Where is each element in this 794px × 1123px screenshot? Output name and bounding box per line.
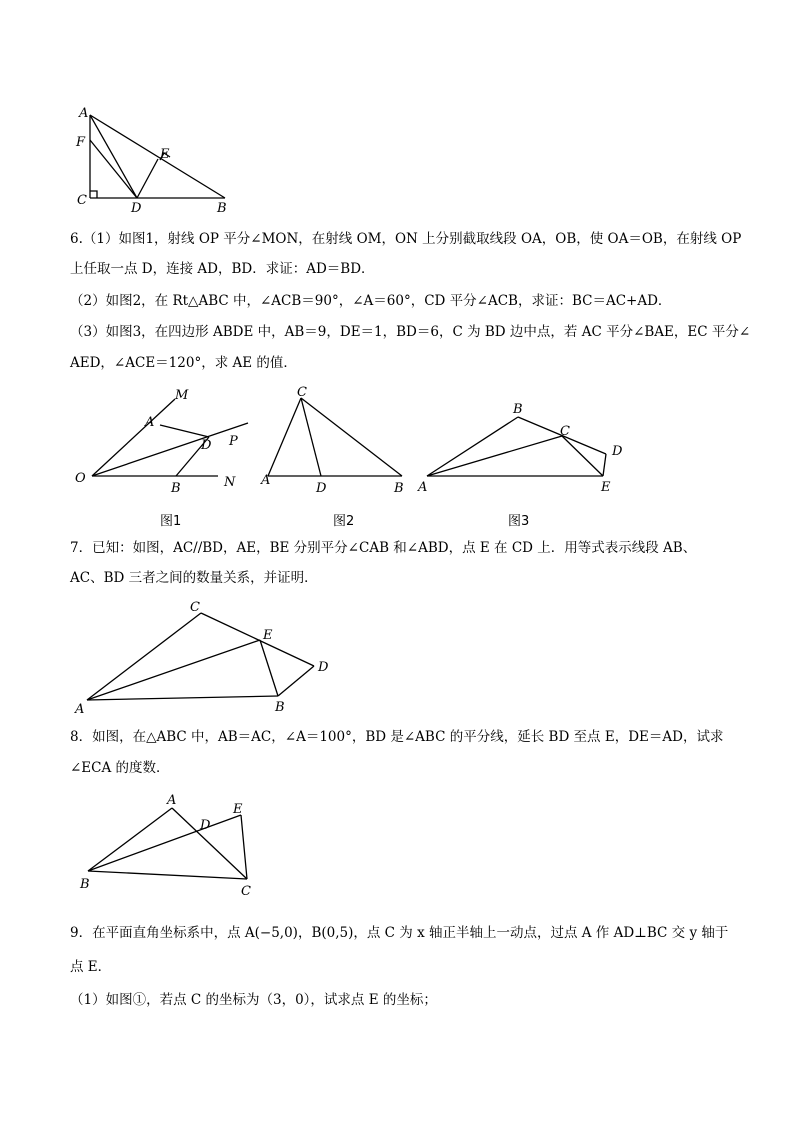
fig1-label-d: D — [201, 438, 212, 453]
figure-right-triangle — [70, 100, 240, 215]
q8-label-d: D — [200, 818, 211, 833]
label-e: E — [160, 147, 170, 162]
fig2-caption: 图2 — [333, 514, 355, 529]
fig2-label-a: A — [261, 473, 271, 488]
q7-line2: AC、BD 三者之间的数量关系，并证明． — [70, 570, 318, 586]
label-f: F — [76, 135, 86, 150]
fig3-label-a: A — [418, 480, 428, 495]
fig2-label-d: D — [316, 481, 327, 496]
fig3-label-e: E — [601, 480, 611, 495]
fig3-label-c: C — [560, 424, 570, 439]
q7-line1: 7．已知：如图，AC//BD，AE，BE 分别平分∠CAB 和∠ABD，点 E 在 CD 上．用等式表示线段 AB、 — [70, 540, 697, 556]
q7-label-b: B — [275, 700, 285, 715]
label-b: B — [217, 201, 227, 215]
fig1-label-o: O — [75, 471, 86, 486]
q6-line2: 上任取一点 D，连接 AD，BD．求证：AD＝BD． — [70, 261, 375, 277]
fig2-label-c: C — [297, 385, 307, 400]
fig1-caption: 图1 — [160, 514, 182, 529]
q8-line2: ∠ECA 的度数． — [70, 760, 170, 776]
fig1-label-m: M — [175, 388, 189, 403]
fig3-label-b: B — [513, 402, 523, 417]
fig1-label-a: A — [145, 415, 155, 430]
q7-label-a: A — [75, 702, 85, 717]
figure-q8 — [75, 785, 275, 900]
q6-line1: 6.（1）如图1，射线 OP 平分∠MON，在射线 OM，ON 上分别截取线段 OA，OB，使 OA＝OB，在射线 OP — [70, 231, 742, 247]
figure-1 — [70, 380, 255, 500]
q8-label-e: E — [233, 802, 243, 817]
q8-label-b: B — [80, 877, 90, 892]
q6-line5: AED，∠ACE＝120°，求 AE 的值． — [70, 355, 297, 371]
figure-3 — [410, 395, 630, 505]
label-a: A — [79, 106, 89, 121]
label-d: D — [131, 201, 142, 215]
q8-line1: 8．如图，在△ABC 中，AB＝AC，∠A＝100°，BD 是∠ABC 的平分线，延长 BD 至点 E，DE＝AD，试求 — [70, 729, 724, 745]
q9-line2: 点 E． — [70, 959, 112, 975]
fig1-label-b: B — [171, 481, 181, 496]
figure-q7 — [70, 595, 350, 720]
q6-line4: （3）如图3，在四边形 ABDE 中，AB＝9，DE＝1，BD＝6，C 为 BD 边中点，若 AC 平分∠BAE，EC 平分∠ — [70, 324, 751, 340]
q7-label-e: E — [263, 628, 273, 643]
q6-line3: （2）如图2，在 Rt△ABC 中，∠ACB＝90°，∠A＝60°，CD 平分∠ACB，求证：BC＝AC+AD． — [70, 293, 672, 309]
q8-label-a: A — [167, 793, 177, 808]
q9-line1: 9．在平面直角坐标系中，点 A(−5,0)，B(0,5)，点 C 为 x 轴正半轴上一动点，过点 A 作 AD⊥BC 交 y 轴于 — [70, 925, 729, 941]
q8-label-c: C — [241, 884, 251, 899]
label-c: C — [77, 193, 87, 208]
figure-2 — [255, 380, 415, 500]
fig2-label-b: B — [394, 481, 404, 496]
fig3-caption: 图3 — [508, 514, 530, 529]
q7-label-c: C — [190, 600, 200, 615]
fig3-label-d: D — [612, 444, 623, 459]
fig1-label-n: N — [224, 475, 236, 490]
q9-line3: （1）如图①，若点 C 的坐标为（3，0），试求点 E 的坐标； — [70, 992, 437, 1008]
q7-label-d: D — [318, 660, 329, 675]
fig1-label-p: P — [229, 434, 238, 449]
